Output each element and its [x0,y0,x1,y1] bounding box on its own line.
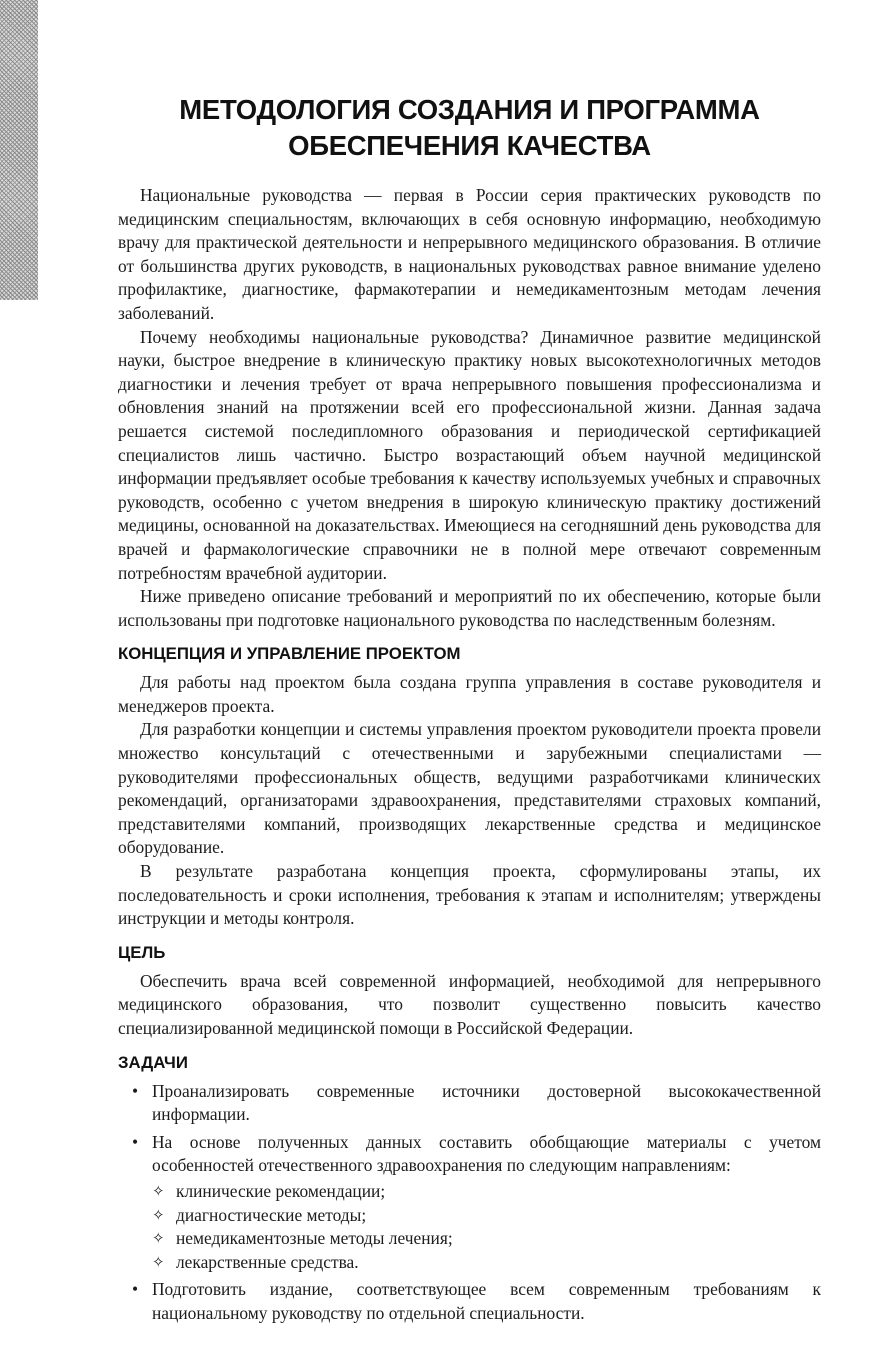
diamond-icon: ✧ [152,1181,165,1200]
task-text: На основе полученных данных составить обобщающие материалы с учетом особенностей отечественного здравоохранения по следующим направлениям: [152,1131,821,1176]
sub-item [152,1180,821,1204]
concept-paragraph-1: Для работы над проектом была создана группа управления в составе руководителя и менеджеров проекта. [118,672,821,716]
concept-paragraph-2: Для разработки концепции и системы управления проектом руководители проекта провели множество консультаций с отечественными и зарубежными специалистами — руководителями профессиональных обществ, ведущими разработчиками клинических рекомендаций, организаторами здравоохранения, представителями страховых компаний, представителями компаний, производящих лекарственные средства и медицинское оборудование. [118,719,821,858]
task-text: Проанализировать современные источники достоверной высококачественной информации. [152,1080,821,1125]
document-page [118,92,821,1326]
sub-item [152,1227,821,1251]
task-text: Подготовить издание, соответствующее всем современным требованиям к национальному руководству по отдельной специальности. [152,1279,821,1323]
sub-item-text: клинические рекомендации; [176,1180,386,1201]
intro-paragraph-1: Национальные руководства — первая в России серия практических руководств по медицинским специальностям, включающих в себя основную информацию, необходимую врачу для практической деятельности и непрерывного медицинского образования. В отличие от большинства других руководств, в национальных руководствах равное внимание уделено профилактике, диагностике, фармакотерапии и немедикаментозным методам лечения заболеваний. [118,185,821,323]
goal-paragraph: Обеспечить врача всей современной информацией, необходимой для непрерывного медицинского образования, что позволит существенно повысить качество специализированной медицинской помощи в Российской Федерации. [118,970,821,1038]
sub-item [152,1251,821,1275]
tasks-heading: ЗАДАЧИ [118,1052,188,1072]
tasks-list [118,1080,821,1326]
intro-paragraph-3: Ниже приведено описание требований и мероприятий по их обеспечению, которые были использованы при подготовке национального руководства по наследственным болезням. [118,586,821,630]
bullet-icon: • [132,1080,139,1101]
concept-paragraph-3: В результате разработана концепция проекта, сформулированы этапы, их последовательность и сроки исполнения, требования к этапам и исполнителям; утверждены инструкции и методы контроля. [118,861,821,929]
sub-item [152,1204,821,1228]
task-item [118,1278,821,1325]
scan-edge-texture [0,0,38,300]
bullet-icon: • [132,1131,139,1152]
concept-heading: КОНЦЕПЦИЯ И УПРАВЛЕНИЕ ПРОЕКТОМ [118,644,461,664]
bullet-icon: • [132,1279,139,1300]
task-item [118,1131,821,1275]
title-line-2: ОБЕСПЕЧЕНИЯ КАЧЕСТВА [288,130,651,161]
goal-heading: ЦЕЛЬ [118,942,166,962]
sub-item-text: лекарственные средства. [176,1251,359,1272]
sub-item-text: немедикаментозные методы лечения; [176,1228,453,1249]
task-sublist [152,1180,821,1274]
diamond-icon: ✧ [152,1205,165,1224]
task-item [118,1080,821,1127]
title-line-1: МЕТОДОЛОГИЯ СОЗДАНИЯ И ПРОГРАММА [179,94,760,125]
diamond-icon: ✧ [152,1229,165,1248]
diamond-icon: ✧ [152,1252,165,1271]
page-title [118,92,821,164]
sub-item-text: диагностические методы; [176,1204,367,1225]
intro-paragraph-2: Почему необходимы национальные руководства? Динамичное развитие медицинской науки, быстрое внедрение в клиническую практику новых высокотехнологичных методов диагностики и лечения требует от врача непрерывного повышения профессионализма и обновления знаний на протяжении всей его профессиональной жизни. Данная задача решается системой последипломного образования и периодической сертификацией специалистов лишь частично. Быстро возрастающий объем научной медицинской информации предъявляет особые требования к качеству используемых учебных и справочных руководств, особенно с учетом внедрения в широкую клиническую практику достижений медицины, основанной на доказательствах. Имеющиеся на сегодняшний день руководства для врачей и фармакологические справочники не в полной мере отвечают современным потребностям врачебной аудитории. [118,326,821,583]
